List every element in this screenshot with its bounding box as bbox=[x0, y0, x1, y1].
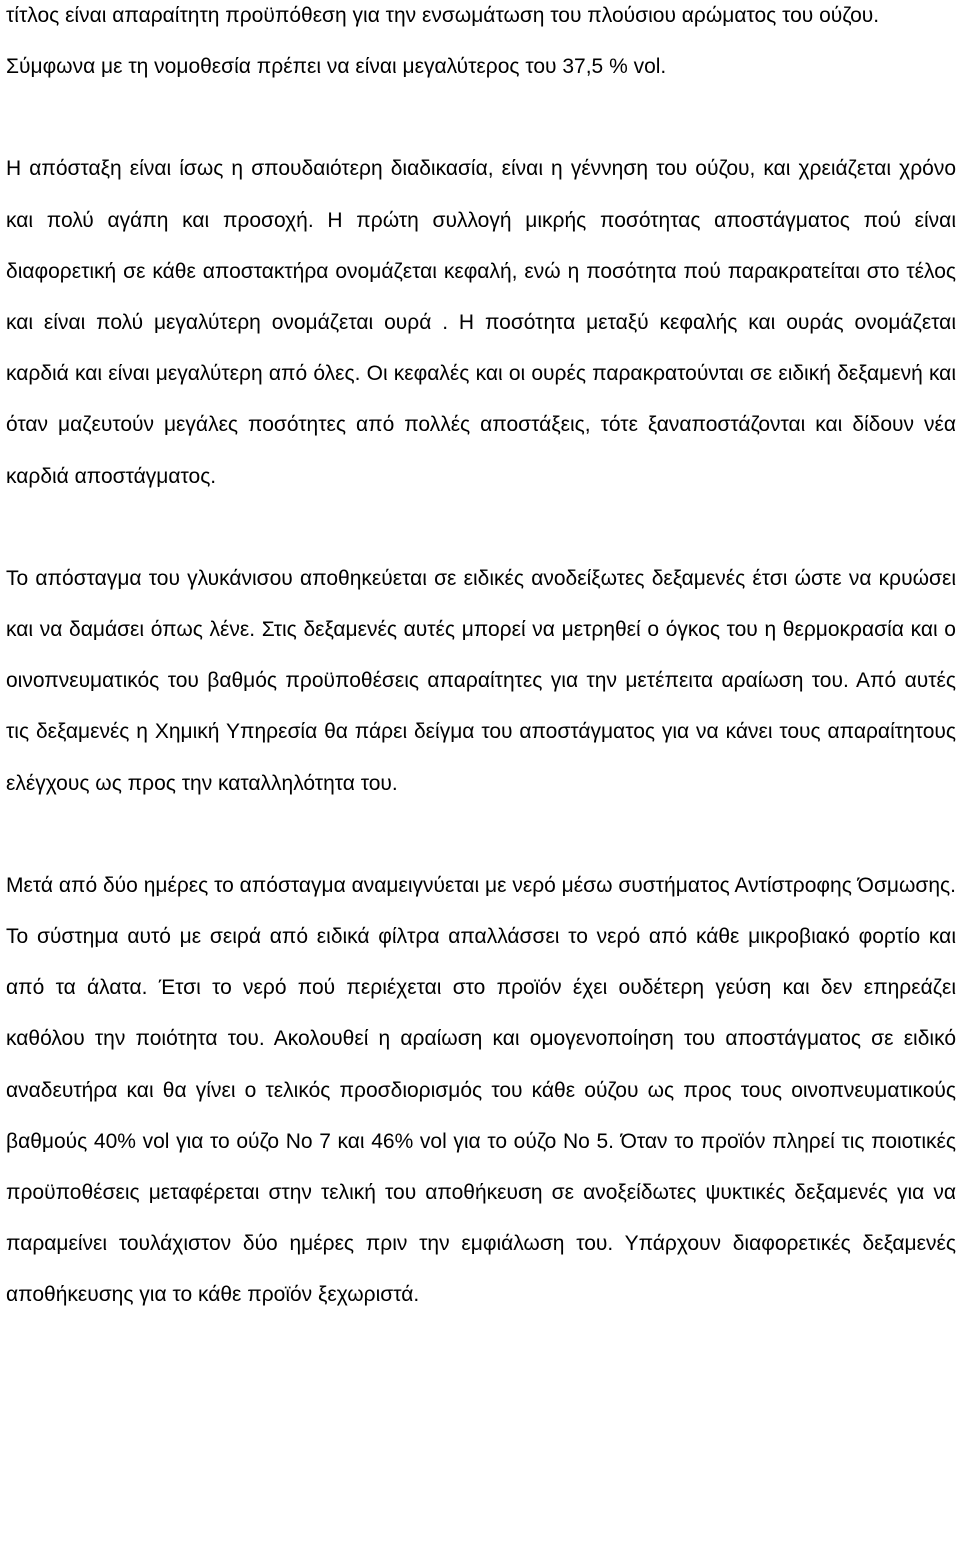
paragraph-4: Το απόσταγμα του γλυκάνισου αποθηκεύεται σε ειδικές ανοδείξωτες δεξαμενές έτσι ώστε να κρυώσει και να δαμάσει όπως λένε. Στις δεξαμενές αυτές μπορεί να μετρηθεί ο όγκος του η θερμοκρασία και ο οινοπνευματικός του βαθμός προϋποθέσεις απαραίτητες για την μετέπειτα αραίωση του. Από αυτές τις δεξαμενές η Χημική Υπηρεσία θα πάρει δείγμα του αποστάγματος για να κάνει τους απαραίτητους ελέγχους ως προς την καταλληλότητα του. bbox=[6, 566, 956, 795]
paragraph-spacer bbox=[6, 502, 956, 553]
paragraph-spacer bbox=[6, 809, 956, 860]
paragraph-2: Σύμφωνα με τη νομοθεσία πρέπει να είναι μεγαλύτερος του 37,5 % vol. bbox=[6, 55, 667, 79]
paragraph-spacer bbox=[6, 92, 956, 143]
paragraph-5: Μετά από δύο ημέρες το απόσταγμα αναμειγνύεται με νερό μέσω συστήματος Αντίστροφης Όσμωσης. Το σύστημα αυτό με σειρά από ειδικά φίλτρα απαλλάσσει το νερό από κάθε μικροβιακό φορτίο και από τα άλατα. Έτσι το νερό πού περιέχεται στο προϊόν έχει ουδέτερη γεύση και δεν επηρεάζει καθόλου την ποιότητα του. Ακολουθεί η αραίωση και ομογενοποίηση του αποστάγματος σε ειδικό αναδευτήρα και θα γίνει ο τελικός προσδιορισμός του κάθε ούζου ως προς τους οινοπνευματικούς βαθμούς 40% vol για το ούζο Νο 7 και 46% vol για το ούζο Νο 5. Όταν το προϊόν πληρεί τις ποιοτικές προϋποθέσεις μεταφέρεται στην τελική του αποθήκευση σε ανοξείδωτες ψυκτικές δεξαμενές για να παραμείνει τουλάχιστον δύο ημέρες πριν την εμφιάλωση του. Υπάρχουν διαφορετικές δεξαμενές αποθήκευσης για το κάθε προϊόν ξεχωριστά. bbox=[6, 873, 956, 1307]
paragraph-1: τίτλος είναι απαραίτητη προϋπόθεση για την ενσωμάτωση του πλούσιου αρώματος του ούζου. bbox=[6, 4, 880, 27]
paragraph-3: Η απόσταξη είναι ίσως η σπουδαιότερη διαδικασία, είναι η γέννηση του ούζου, και χρειάζεται χρόνο και πολύ αγάπη και προσοχή. Η πρώτη συλλογή μικρής ποσότητας αποστάγματος πού είναι διαφορετική σε κάθε αποστακτήρα ονομάζεται κεφαλή, ενώ η ποσότητα πού παρακρατείται στο τέλος και είναι πολύ μεγαλύτερη ονομάζεται ουρά . Η ποσότητα μεταξύ κεφαλής και ουράς ονομάζεται καρδιά και είναι μεγαλύτερη από όλες. Οι κεφαλές και οι ουρές παρακρατούνται σε ειδική δεξαμενή και όταν μαζευτούν μεγάλες ποσότητες από πολλές αποστάξεις, τότε ξαναποστάζονται και δίδουν νέα καρδιά αποστάγματος. bbox=[6, 157, 956, 488]
